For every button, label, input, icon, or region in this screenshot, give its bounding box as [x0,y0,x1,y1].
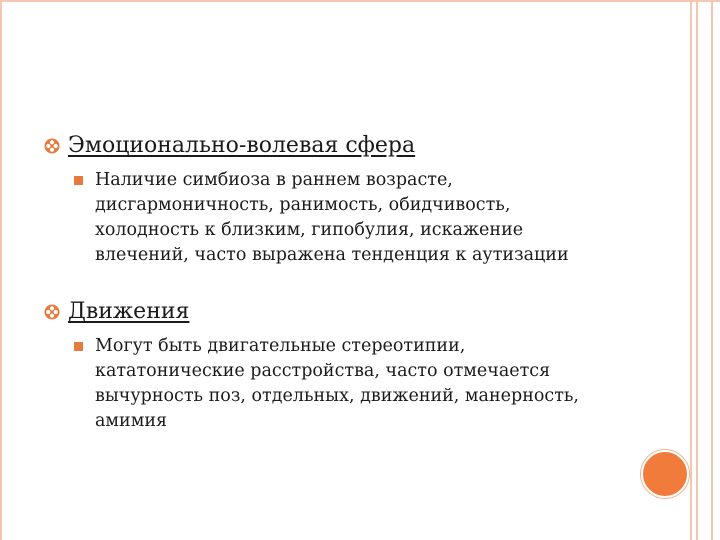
item-text [95,168,680,268]
square-bullet-icon [74,176,83,185]
flower-bullet-icon [44,304,60,320]
frame-top-line [0,0,720,2]
frame-right-line [711,0,713,540]
frame-right-line [690,0,692,540]
item-text-line: дисгармоничность, ранимость, обидчивость, [95,195,511,215]
item-text-line: Наличие симбиоза в раннем возрасте, [95,170,453,190]
section-heading-row [40,296,680,328]
list-item [40,334,680,434]
flower-bullet-icon [44,138,60,154]
item-text-line: амимия [95,411,168,431]
section-heading: Эмоционально-волевая сфера [68,133,416,158]
item-text [95,334,680,434]
frame-right-line [696,0,698,540]
slide-content [40,130,680,434]
item-text-line: Могут быть двигательные стереотипии, [95,336,466,356]
item-text-line: влечений, часто выражена тенденция к аутизации [95,245,569,265]
item-text-line: холодность к близким, гипобулия, искажение [95,220,524,240]
section-heading-row [40,130,680,162]
item-text-line: кататонические расстройства, часто отмечается [95,361,551,381]
section-emotional-volitional [40,130,680,268]
square-bullet-icon [74,342,83,351]
section-heading: Движения [68,299,190,324]
item-text-line: вычурность поз, отдельных, движений, манерность, [95,386,579,406]
frame-left-line [0,0,2,540]
decorative-circle [641,450,689,498]
list-item [40,168,680,268]
section-movements [40,296,680,434]
